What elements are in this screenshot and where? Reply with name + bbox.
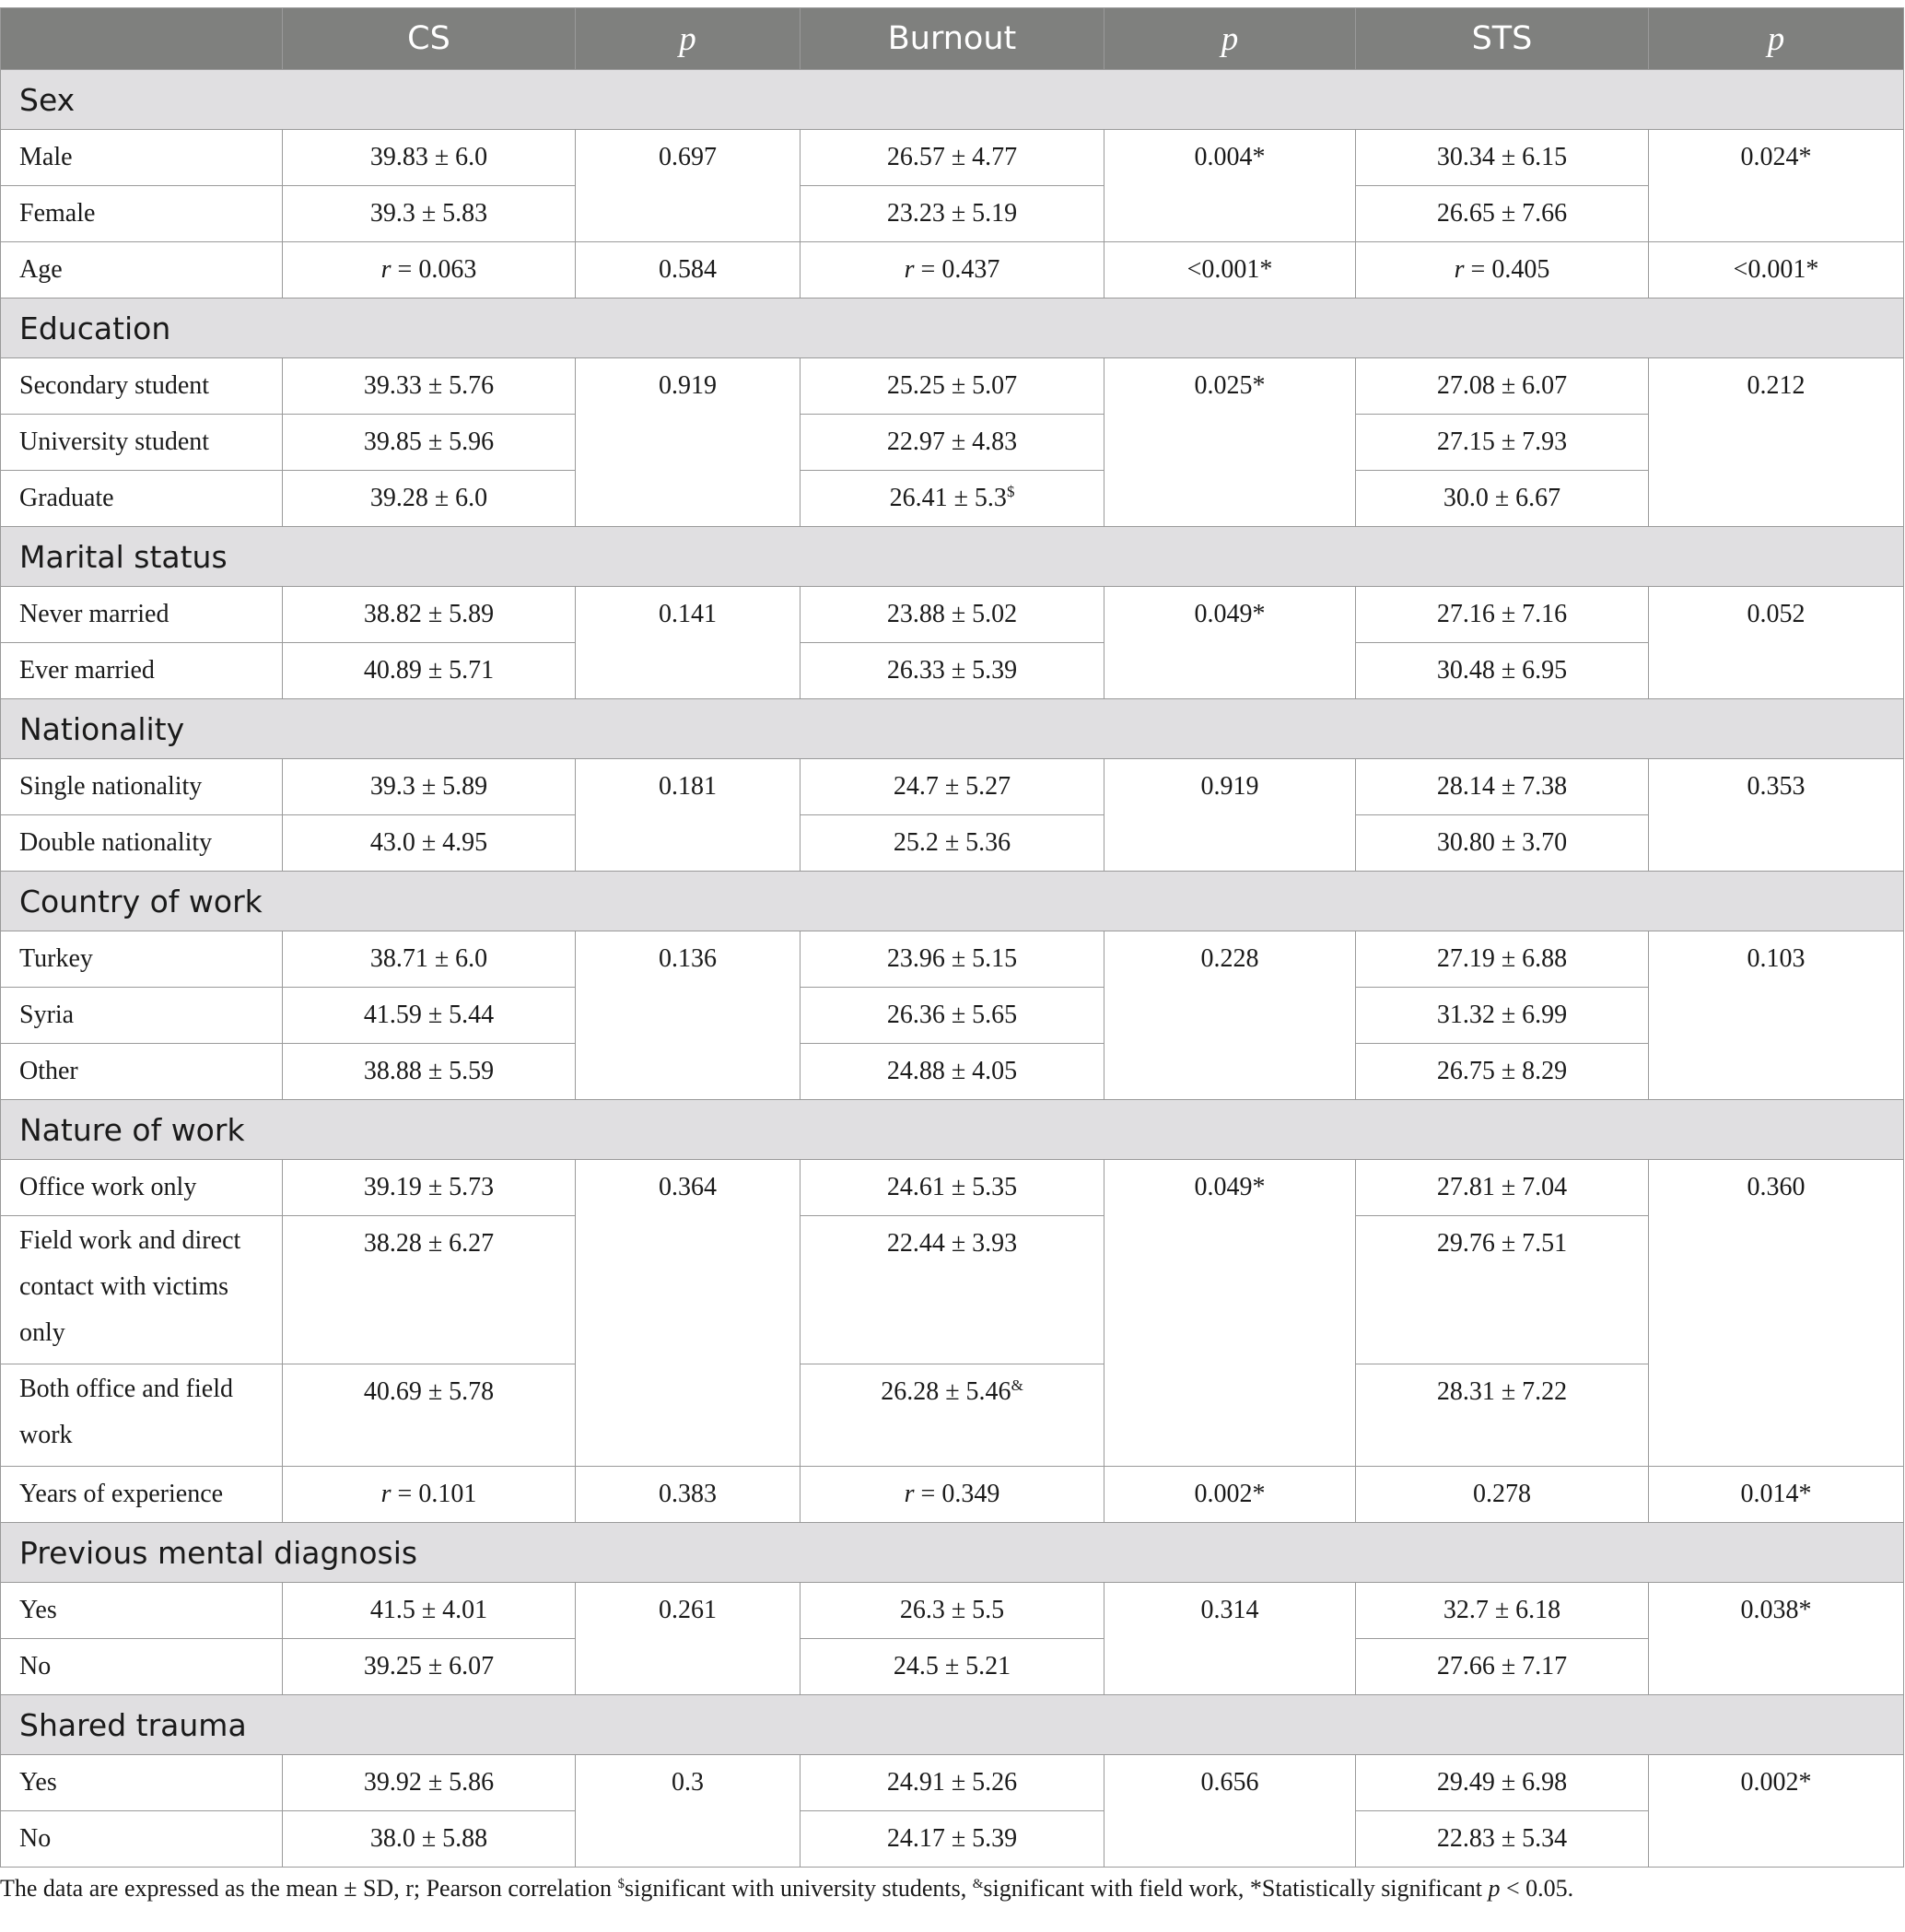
burnout-p-value: 0.228 <box>1104 931 1356 1100</box>
cs-value: 40.89 ± 5.71 <box>283 643 576 699</box>
sts-value <box>1356 242 1649 299</box>
burnout-p-value: 0.004* <box>1104 130 1356 242</box>
burnout-p-value: 0.656 <box>1104 1755 1356 1868</box>
table-row <box>1 1160 1904 1216</box>
cs-p-value: 0.261 <box>576 1583 801 1695</box>
cs-value <box>283 242 576 299</box>
cs-p-value: 0.697 <box>576 130 801 242</box>
burnout-p-value: 0.049* <box>1104 587 1356 699</box>
cs-p-value: 0.364 <box>576 1160 801 1467</box>
sts-value: 22.83 ± 5.34 <box>1356 1811 1649 1868</box>
row-label: University student <box>1 415 283 471</box>
row-label: Turkey <box>1 931 283 988</box>
sts-p-value: 0.052 <box>1649 587 1904 699</box>
cs-p-value: 0.3 <box>576 1755 801 1868</box>
cs-value: 38.28 ± 6.27 <box>283 1216 576 1364</box>
sts-value: 28.31 ± 7.22 <box>1356 1364 1649 1467</box>
table-row <box>1 931 1904 988</box>
cs-value: 39.92 ± 5.86 <box>283 1755 576 1811</box>
burnout-value: 23.96 ± 5.15 <box>801 931 1104 988</box>
burnout-value: 26.3 ± 5.5 <box>801 1583 1104 1639</box>
row-label: Graduate <box>1 471 283 527</box>
footnote-text: The data are expressed as the mean ± SD, r; Pearson correlation <box>0 1875 618 1902</box>
burnout-value: 25.25 ± 5.07 <box>801 358 1104 415</box>
row-label: Single nationality <box>1 759 283 815</box>
table-row <box>1 815 1904 872</box>
sts-p-value: 0.353 <box>1649 759 1904 872</box>
sts-p-value: 0.038* <box>1649 1583 1904 1695</box>
burnout-p-value: 0.002* <box>1104 1467 1356 1523</box>
cs-p-value: 0.919 <box>576 358 801 527</box>
footnote-marker: $ <box>617 1877 625 1891</box>
burnout-value <box>801 1467 1104 1523</box>
footnote-text: < 0.05. <box>1500 1875 1574 1902</box>
burnout-value: 26.33 ± 5.39 <box>801 643 1104 699</box>
burnout-value: 26.57 ± 4.77 <box>801 130 1104 186</box>
row-label: Years of experience <box>1 1467 283 1523</box>
row-label: Double nationality <box>1 815 283 872</box>
table-row <box>1 759 1904 815</box>
burnout-value: 24.17 ± 5.39 <box>801 1811 1104 1868</box>
row-label: No <box>1 1811 283 1868</box>
r-symbol: r <box>904 255 915 284</box>
group-row-marital-status <box>1 527 1904 587</box>
group-label: Shared trauma <box>1 1695 1904 1755</box>
header-blank <box>1 8 283 70</box>
table-row <box>1 1467 1904 1523</box>
burnout-value: 25.2 ± 5.36 <box>801 815 1104 872</box>
burnout-value <box>801 471 1104 527</box>
row-label: Never married <box>1 587 283 643</box>
footnote-p-symbol: p <box>1488 1875 1501 1902</box>
table-row <box>1 643 1904 699</box>
sts-value: 31.32 ± 6.99 <box>1356 988 1649 1044</box>
cs-value <box>283 1467 576 1523</box>
burnout-p-value: 0.919 <box>1104 759 1356 872</box>
footnote-text: significant with field work, *Statistically significant <box>983 1875 1489 1902</box>
cs-value: 38.71 ± 6.0 <box>283 931 576 988</box>
cs-value: 43.0 ± 4.95 <box>283 815 576 872</box>
group-label: Country of work <box>1 872 1904 931</box>
cs-p-value: 0.181 <box>576 759 801 872</box>
r-value: = 0.349 <box>914 1480 1000 1508</box>
table-row <box>1 415 1904 471</box>
sts-value: 30.80 ± 3.70 <box>1356 815 1649 872</box>
sts-p-value: 0.014* <box>1649 1467 1904 1523</box>
sts-p-value: <0.001* <box>1649 242 1904 299</box>
cs-value: 41.5 ± 4.01 <box>283 1583 576 1639</box>
table-row <box>1 1583 1904 1639</box>
burnout-value <box>801 1364 1104 1467</box>
sts-value: 0.278 <box>1356 1467 1649 1523</box>
sts-p-value: 0.024* <box>1649 130 1904 242</box>
group-label: Nature of work <box>1 1100 1904 1160</box>
burnout-value <box>801 242 1104 299</box>
sts-value: 32.7 ± 6.18 <box>1356 1583 1649 1639</box>
table-row <box>1 988 1904 1044</box>
sts-p-value: 0.360 <box>1649 1160 1904 1467</box>
table-row <box>1 471 1904 527</box>
sts-p-value: 0.212 <box>1649 358 1904 527</box>
sts-value: 26.75 ± 8.29 <box>1356 1044 1649 1100</box>
value-text: 26.28 ± 5.46 <box>881 1377 1011 1406</box>
row-label: Ever married <box>1 643 283 699</box>
burnout-value: 26.36 ± 5.65 <box>801 988 1104 1044</box>
header-burnout: Burnout <box>801 8 1104 70</box>
table-row <box>1 1755 1904 1811</box>
row-label: Yes <box>1 1583 283 1639</box>
table-row <box>1 186 1904 242</box>
r-value: = 0.437 <box>914 255 1000 284</box>
group-label: Marital status <box>1 527 1904 587</box>
results-table <box>0 7 1904 1868</box>
sts-value: 26.65 ± 7.66 <box>1356 186 1649 242</box>
sts-p-value: 0.002* <box>1649 1755 1904 1868</box>
burnout-p-value: 0.314 <box>1104 1583 1356 1695</box>
r-symbol: r <box>380 255 392 284</box>
group-label: Previous mental diagnosis <box>1 1523 1904 1583</box>
group-row-country-of-work <box>1 872 1904 931</box>
cs-p-value: 0.136 <box>576 931 801 1100</box>
value-text: 26.41 ± 5.3 <box>889 484 1007 512</box>
header-cs-p: p <box>576 8 801 70</box>
r-symbol: r <box>904 1480 915 1508</box>
sts-value: 27.15 ± 7.93 <box>1356 415 1649 471</box>
burnout-p-value: <0.001* <box>1104 242 1356 299</box>
group-label: Sex <box>1 70 1904 130</box>
sts-value: 28.14 ± 7.38 <box>1356 759 1649 815</box>
row-label: Male <box>1 130 283 186</box>
row-label: Age <box>1 242 283 299</box>
group-row-sex <box>1 70 1904 130</box>
header-row <box>1 8 1904 70</box>
group-label: Nationality <box>1 699 1904 759</box>
r-symbol: r <box>380 1480 392 1508</box>
r-symbol: r <box>1454 255 1465 284</box>
sts-value: 30.0 ± 6.67 <box>1356 471 1649 527</box>
cs-p-value: 0.383 <box>576 1467 801 1523</box>
burnout-p-value: 0.049* <box>1104 1160 1356 1467</box>
row-label: Office work only <box>1 1160 283 1216</box>
group-row-shared-trauma <box>1 1695 1904 1755</box>
row-label: Yes <box>1 1755 283 1811</box>
burnout-value: 24.88 ± 4.05 <box>801 1044 1104 1100</box>
cs-value: 39.85 ± 5.96 <box>283 415 576 471</box>
row-label: Both office and field work <box>1 1364 283 1467</box>
cs-value: 39.19 ± 5.73 <box>283 1160 576 1216</box>
table-row <box>1 1811 1904 1868</box>
sts-value: 29.49 ± 6.98 <box>1356 1755 1649 1811</box>
header-cs: CS <box>283 8 576 70</box>
header-sts-p: p <box>1649 8 1904 70</box>
cs-value: 39.33 ± 5.76 <box>283 358 576 415</box>
cs-value: 38.0 ± 5.88 <box>283 1811 576 1868</box>
burnout-p-value: 0.025* <box>1104 358 1356 527</box>
burnout-value: 24.91 ± 5.26 <box>801 1755 1104 1811</box>
sts-p-value: 0.103 <box>1649 931 1904 1100</box>
header-burnout-p: p <box>1104 8 1356 70</box>
cs-value: 40.69 ± 5.78 <box>283 1364 576 1467</box>
r-value: = 0.101 <box>391 1480 477 1508</box>
table-row <box>1 1216 1904 1364</box>
cs-value: 39.3 ± 5.83 <box>283 186 576 242</box>
burnout-value: 24.5 ± 5.21 <box>801 1639 1104 1695</box>
sts-value: 29.76 ± 7.51 <box>1356 1216 1649 1364</box>
cs-value: 38.88 ± 5.59 <box>283 1044 576 1100</box>
table-row <box>1 1044 1904 1100</box>
table-row <box>1 130 1904 186</box>
footnote-marker: & <box>972 1877 984 1891</box>
sts-value: 27.08 ± 6.07 <box>1356 358 1649 415</box>
table-row <box>1 242 1904 299</box>
sts-value: 30.48 ± 6.95 <box>1356 643 1649 699</box>
r-value: = 0.063 <box>391 255 477 284</box>
burnout-value: 24.61 ± 5.35 <box>801 1160 1104 1216</box>
group-row-nature-of-work <box>1 1100 1904 1160</box>
cs-p-value: 0.584 <box>576 242 801 299</box>
cs-value: 38.82 ± 5.89 <box>283 587 576 643</box>
burnout-value: 22.97 ± 4.83 <box>801 415 1104 471</box>
burnout-value: 23.88 ± 5.02 <box>801 587 1104 643</box>
row-label: Secondary student <box>1 358 283 415</box>
cs-value: 39.3 ± 5.89 <box>283 759 576 815</box>
group-row-nationality <box>1 699 1904 759</box>
cs-p-value: 0.141 <box>576 587 801 699</box>
sts-value: 30.34 ± 6.15 <box>1356 130 1649 186</box>
row-label: Female <box>1 186 283 242</box>
row-label: No <box>1 1639 283 1695</box>
table-row <box>1 1364 1904 1467</box>
table-row <box>1 358 1904 415</box>
r-value: = 0.405 <box>1464 255 1550 284</box>
table-row <box>1 1639 1904 1695</box>
cs-value: 39.25 ± 6.07 <box>283 1639 576 1695</box>
burnout-value: 24.7 ± 5.27 <box>801 759 1104 815</box>
burnout-value: 23.23 ± 5.19 <box>801 186 1104 242</box>
table-row <box>1 587 1904 643</box>
group-row-previous-mental-diagnosis <box>1 1523 1904 1583</box>
row-label: Syria <box>1 988 283 1044</box>
significance-marker: $ <box>1006 483 1015 500</box>
row-label: Other <box>1 1044 283 1100</box>
sts-value: 27.16 ± 7.16 <box>1356 587 1649 643</box>
sts-value: 27.19 ± 6.88 <box>1356 931 1649 988</box>
cs-value: 41.59 ± 5.44 <box>283 988 576 1044</box>
cs-value: 39.28 ± 6.0 <box>283 471 576 527</box>
burnout-value: 22.44 ± 3.93 <box>801 1216 1104 1364</box>
table-footnote <box>0 1875 1903 1903</box>
group-row-education <box>1 299 1904 358</box>
row-label: Field work and direct contact with victims only <box>1 1216 283 1364</box>
sts-value: 27.81 ± 7.04 <box>1356 1160 1649 1216</box>
group-label: Education <box>1 299 1904 358</box>
header-sts: STS <box>1356 8 1649 70</box>
sts-value: 27.66 ± 7.17 <box>1356 1639 1649 1695</box>
cs-value: 39.83 ± 6.0 <box>283 130 576 186</box>
footnote-text: significant with university students, <box>625 1875 973 1902</box>
significance-marker: & <box>1011 1376 1023 1394</box>
